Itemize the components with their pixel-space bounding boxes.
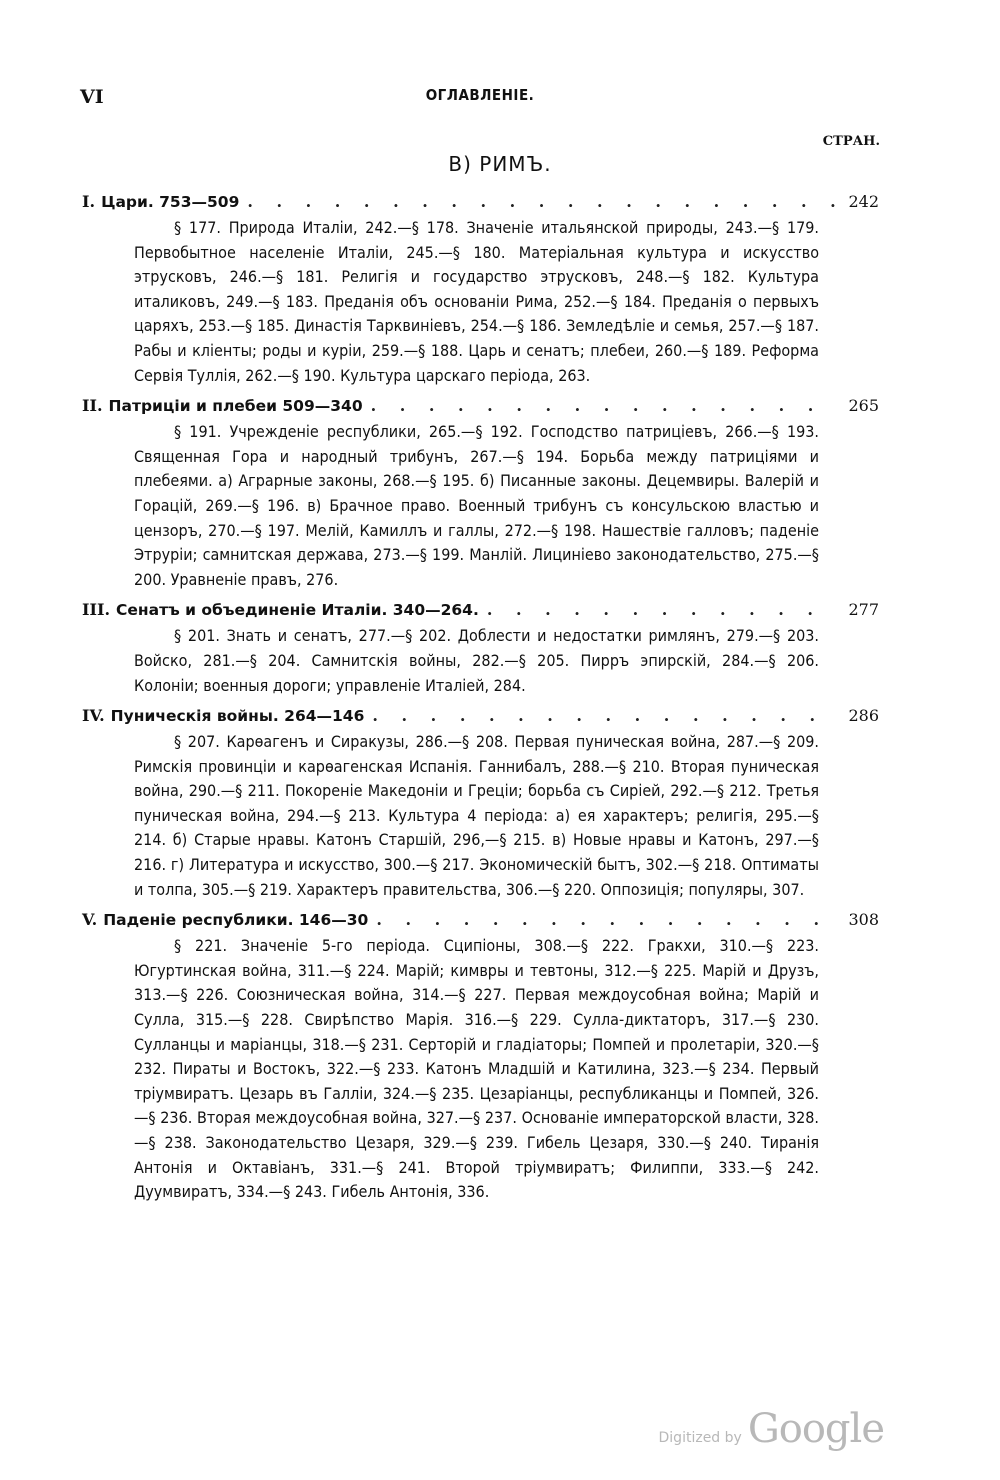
chapter-heading — [82, 392, 879, 420]
watermark-prefix: Digitized by — [658, 1430, 742, 1446]
section-title: В) РИМЪ. — [448, 152, 552, 176]
leader-dots — [371, 392, 835, 420]
chapter-title: Сенатъ и объединеніе Италіи. 340—264. — [116, 601, 479, 620]
chapter-2 — [82, 392, 879, 592]
chapter-paragraph: § 191. Учрежденіе республики, 265.—§ 192. Господство патриціевъ, 266.—§ 193. Священная Гора и народный трибунъ, 267.—§ 194. Борьба между патриціями и плебеями. а) Аграрные законы, 268.—§ 195. б) Писанные законы. Децемвиры. Валерій и Горацій, 269.—§ 196. в) Брачное право. Военный трибунъ съ консульскою властью и цензоръ, 270.—§ 197. Мелій, Камиллъ и галлы, 272.—§ 198. Нашествіе галловъ; паденіе Этруріи; самнитская держава, 273.—§ 199. Манлій. Лициніево законодательство, 275.—§ 200. Уравненіе правъ, 276. — [134, 422, 819, 589]
chapter-5 — [82, 906, 879, 1205]
chapter-heading — [82, 596, 879, 624]
chapter-number: V. — [82, 910, 98, 930]
chapter-title: Пуническія войны. 264—146 — [110, 707, 365, 726]
chapter-title: Цари. 753—509 — [101, 193, 240, 211]
chapter-number: III. — [82, 600, 111, 620]
chapter-title: Паденіе республики. 146—30 — [103, 911, 369, 930]
chapter-page: 265 — [848, 396, 879, 416]
chapter-number: IV. — [82, 706, 105, 726]
chapter-contents — [134, 216, 819, 388]
chapter-page: 242 — [848, 192, 879, 211]
leader-dots — [376, 906, 835, 934]
chapter-paragraph: § 221. Значеніе 5-го періода. Сципіоны, 308.—§ 222. Гракхи, 310.—§ 223. Югуртинская война, 311.—§ 224. Марій; кимвры и тевтоны, 312.—§ 225. Марій и Друзъ, 313.—§ 226. Союзническая война, 314.—§ 227. Первая междоусобная война; Марій и Сулла, 315.—§ 228. Свирѣпство Марія. 316.—§ 229. Сулла-диктаторъ, 317.—§ 230. Сулланцы и маріанцы, 318.—§ 231. Серторій и гладіаторы; Помпей и пролетаріи, 320.—§ 232. Пираты и Востокъ, 322.—§ 233. Катонъ Младшій и Катилина, 323.—§ 234. Первый тріумвиратъ. Цезарь въ Галліи, 324.—§ 235. Цезаріанцы, республиканцы и Помпей, 326.—§ 236. Вторая междоусобная война, 327.—§ 237. Основаніе императорской власти, 328.—§ 238. Законодательство Цезаря, 329.—§ 239. Гибель Цезаря, 330.—§ 240. Тиранія Антонія и Октавіанъ, 331.—§ 241. Второй тріумвиратъ; Филиппи, 333.—§ 242. Дуумвиратъ, 334.—§ 243. Гибель Антонія, 336. — [134, 936, 819, 1202]
page-header — [80, 86, 880, 116]
leader-dots — [247, 188, 835, 216]
chapter-page: 308 — [848, 910, 879, 930]
chapter-number: II. — [82, 396, 103, 416]
leader-dots — [372, 702, 835, 730]
google-logo: Google — [747, 1406, 884, 1452]
chapter-contents — [134, 420, 819, 592]
chapter-number: I. — [82, 192, 96, 211]
leader-dots — [487, 596, 835, 624]
chapter-1 — [82, 188, 879, 388]
chapter-heading — [82, 906, 879, 934]
chapter-page: 277 — [848, 600, 879, 620]
table-of-contents — [82, 188, 879, 1209]
page-column-label: СТРАН. — [822, 134, 880, 149]
chapter-contents — [134, 934, 819, 1205]
digitized-watermark — [659, 1406, 884, 1452]
running-title: ОГЛАВЛЕНІЕ. — [425, 86, 535, 104]
chapter-paragraph: § 177. Природа Италіи, 242.—§ 178. Значеніе итальянской природы, 243.—§ 179. Первобытное населеніе Италіи, 245.—§ 180. Матеріальная культура и искусство этрусковъ, 246.—§ 181. Религія и государство этрусковъ, 248.—§ 182. Культура италиковъ, 249.—§ 183. Преданія объ основаніи Рима, 252.—§ 184. Преданія о первыхъ царяхъ, 253.—§ 185. Династія Тарквиніевъ, 254.—§ 186. Земледѣліе и семья, 257.—§ 187. Рабы и кліенты; роды и куріи, 259.—§ 188. Царь и сенатъ; плебеи, 260.—§ 189. Реформа Сервія Туллія, 262.—§ 190. Культура царскаго періода, 263. — [134, 218, 819, 385]
chapter-contents — [134, 624, 819, 698]
chapter-4 — [82, 702, 879, 902]
chapter-title: Патриціи и плебеи 509—340 — [108, 397, 363, 416]
chapter-heading — [82, 702, 879, 730]
chapter-paragraph: § 201. Знать и сенатъ, 277.—§ 202. Доблести и недостатки римлянъ, 279.—§ 203. Войско, 281.—§ 204. Самнитскія войны, 282.—§ 205. Пирръ эпирскій, 284.—§ 206. Колоніи; военныя дороги; управленіе Италіей, 284. — [134, 626, 819, 695]
chapter-paragraph: § 207. Карѳагенъ и Сиракузы, 286.—§ 208. Первая пуническая война, 287.—§ 209. Римскія провинціи и карѳагенская Испанія. Ганнибалъ, 288.—§ 210. Вторая пуническая война, 290.—§ 211. Покореніе Македоніи и Греціи; борьба съ Сиріей, 292.—§ 212. Третья пуническая война, 294.—§ 213. Культура 4 періода: а) ея характеръ; религія, 295.—§ 214. б) Старые нравы. Катонъ Старшій, 296,—§ 215. в) Новые нравы и Катонъ, 297.—§ 216. г) Литература и искусство, 300.—§ 217. Экономическій бытъ, 302.—§ 218. Оптиматы и толпа, 305.—§ 219. Характеръ правительства, 306.—§ 220. Оппозиція; популяры, 307. — [134, 732, 819, 899]
chapter-3 — [82, 596, 879, 698]
chapter-page: 286 — [848, 706, 879, 726]
chapter-contents — [134, 730, 819, 902]
chapter-heading — [82, 188, 879, 216]
page-number: VI — [80, 86, 104, 108]
